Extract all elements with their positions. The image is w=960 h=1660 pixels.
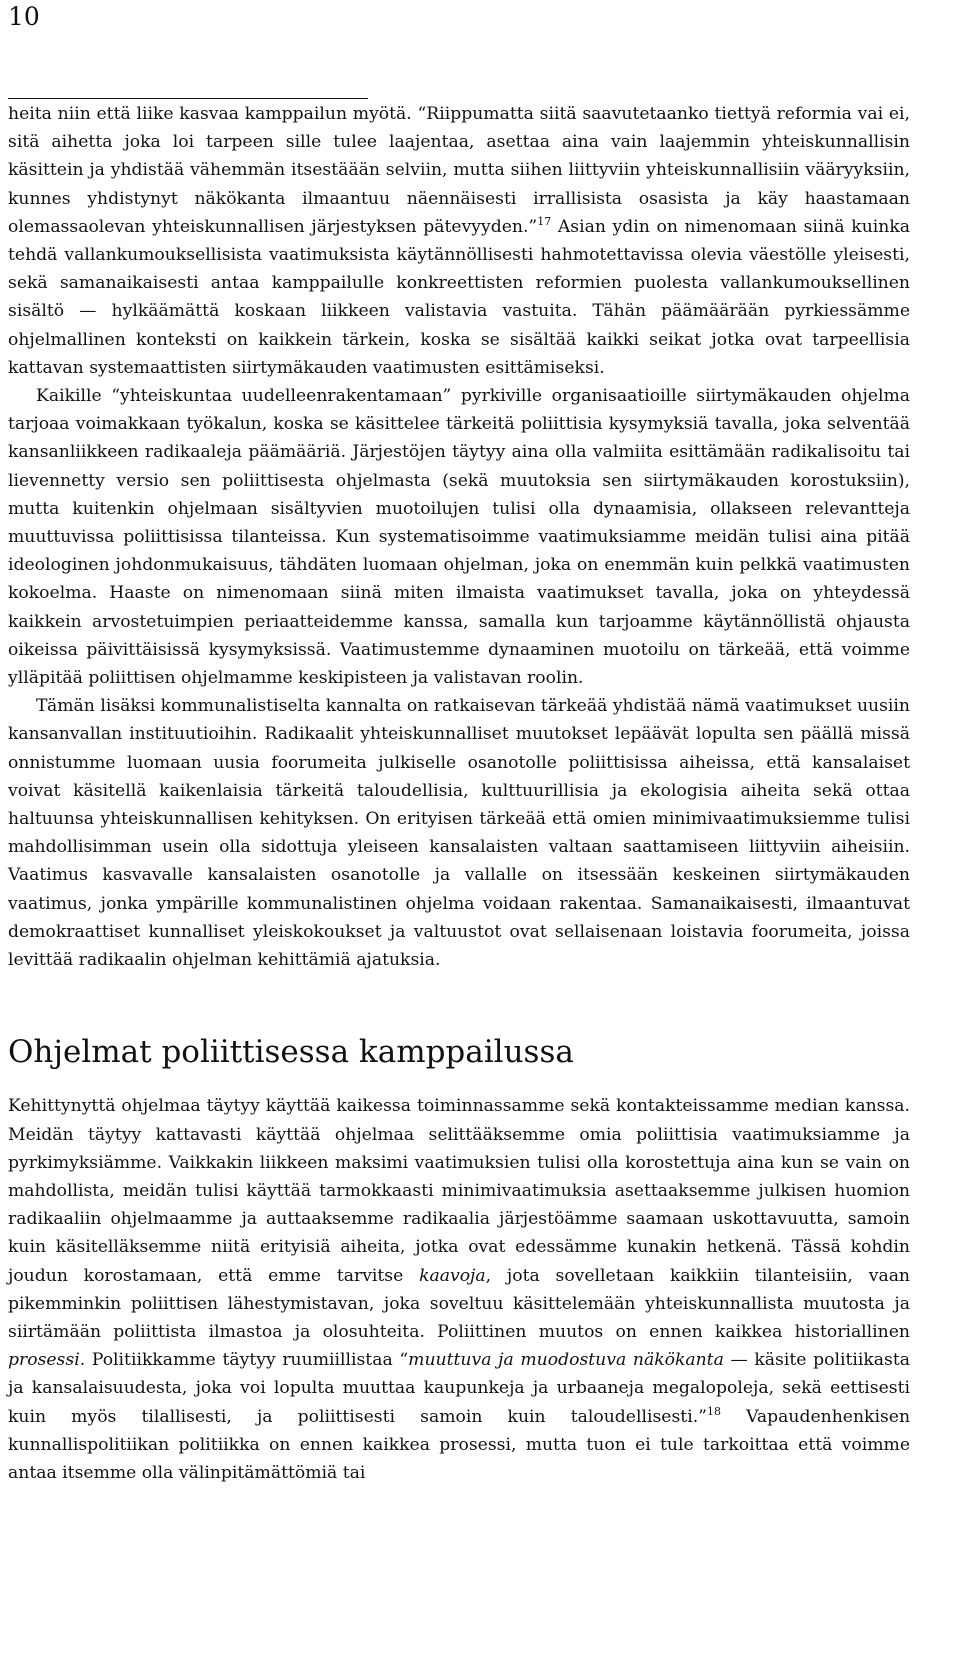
body-text bbox=[8, 100, 910, 1487]
section-heading: Ohjelmat poliittisessa kamppailussa bbox=[8, 1034, 574, 1071]
paragraph-1 bbox=[8, 100, 910, 382]
footnote-divider bbox=[8, 98, 368, 99]
paragraph-3: Tämän lisäksi kommunalistiselta kannalta on ratkaisevan tärkeää yhdistää nämä vaatimukset uusiin kansanvallan instituutioihin. Radikaalit yhteiskunnalliset muutokset lepäävät lopulta sen päällä missä onnistumme luomaan uusia foorumeita julkiselle osanotolle poliittisissa aiheissa, että kansalaiset voivat käsitellä kaikenlaisia tärkeitä taloudellisia, kulttuurillisia ja ekologisia aiheita sekä ottaa haltuunsa yhteiskunnallisen kehityksen. On erityisen tärkeää että omien minimivaatimuksiemme tulisi mahdollisimman usein olla sidottuja yleiseen kansalaisten valtaan saattamiseen liittyviin aiheisiin. Vaatimus kasvavalle kansalaisten osanotolle ja vallalle on itsessään keskeinen siirtymäkauden vaatimus, jonka ympärille kommunalistinen ohjelma voidaan rakentaa. Samanaikaisesti, ilmaantuvat demokraattiset kunnalliset yleiskokoukset ja valtuustot ovat sellaisenaan loistavia foorumeita, joissa levittää radikaalin ohjelman kehittämiä ajatuksia. bbox=[8, 696, 910, 971]
emphasis-kaavoja: kaavoja bbox=[419, 1265, 486, 1286]
paragraph-1-continuation: Asian ydin on nimenomaan siinä kuinka tehdä vallankumouksellisista vaatimuksista käytännöllisesti hahmotettavissa olevia väestölle yleisesti, sekä samanaikaisesti antaa kamppailulle konkreettisten reformien puolesta vallankumouksellinen sisältö — hylkäämättä koskaan liikkeen valistavia vastuita. Tähän päämäärään pyrkiessämme ohjelmallinen konteksti on kaikkein tärkein, koska se sisältää kaikki seikat jotka ovat tarpeellisia kattavan systemaattisten siirtymäkauden vaatimusten esittämiseksi. bbox=[8, 216, 910, 378]
paragraph-2: Kaikille “yhteiskuntaa uudelleenrakentamaan” pyrkiville organisaatioille siirtymäkauden ohjelma tarjoaa voimakkaan työkalun, koska se käsittelee tärkeitä poliittisia kysymyksiä tavalla, joka selventää kansanliikkeen radikaaleja päämääriä. Järjestöjen täytyy aina olla valmiita esittämään radikalisoitu tai lievennetty versio sen poliittisesta ohjelmasta (sekä muutoksia sen siirtymäkauden korostuksiin), mutta kuitenkin ohjelmaan sisältyvien muotoilujen tulisi olla dynaamisia, ollakseen relevantteja muuttuvissa poliittisissa tilanteissa. Kun systematisoimme vaatimuksiamme meidän tulisi aina pitää ideologinen johdonmukaisuus, tähdäten luomaan ohjelman, joka on enemmän kuin pelkkä vaatimusten kokoelma. Haaste on nimenomaan siinä miten ilmaista vaatimukset tavalla, joka on yhteydessä kaikkein arvostetuimpien periaatteidemme kanssa, samalla kun tarjoamme käytännöllistä ohjausta oikeissa päivittäisissä kysymyksissä. Vaatimustemme dynaaminen muotoilu on tärkeää, että voimme ylläpitää poliittisen ohjelmamme keskipisteen ja valistavan roolin. bbox=[8, 386, 910, 689]
section-paragraph bbox=[8, 1092, 910, 1487]
footnote-ref-18[interactable]: 18 bbox=[706, 1404, 721, 1418]
section-paragraph-text-3: . Politiikkamme täytyy ruumiillistaa “ bbox=[79, 1350, 409, 1371]
paragraph-1-text: heita niin että liike kasvaa kamppailun myötä. “Riippumatta siitä saavutetaanko tiettyä reformia vai ei, sitä aihetta joka loi tarpeen sille tulee laajentaa, asettaa aina vain laajemmin yhteiskunnallisin käsittein ja yhdistää vähemmän itsestäään selviin, mutta siihen liittyviin yhteiskunnallisiin vääryyksiin, kunnes yhdistynyt näkökanta ilmaantuu näennäisesti irrallisista osasista ja käy haastamaan olemassaolevan yhteiskunnallisen järjestyksen pätevyyden.” bbox=[8, 104, 910, 237]
footnote-ref-17[interactable]: 17 bbox=[537, 214, 552, 228]
section-paragraph-text-2: , jota sovelletaan kaikkiin tilanteisiin, vaan pikemminkin poliittisen lähestymistavan, joka soveltuu käsittelemään yhteiskunnallista muutosta ja siirtämään poliittista ilmastoa ja olosuhteita. Poliittinen muutos on ennen kaikkea historiallinen bbox=[8, 1265, 911, 1342]
emphasis-prosessi: prosessi bbox=[8, 1350, 80, 1371]
section-paragraph-text-5: Vapaudenhenkisen kunnallispolitiikan politiikka on ennen kaikkea prosessi, mutta tuon ei tule tarkoittaa että voimme antaa itsemme olla välinpitämättömiä tai bbox=[8, 1406, 911, 1483]
section-paragraph-text-4: — käsite politiikasta ja kansalaisuudesta, joka voi lopulta muuttaa kaupunkeja ja urbaaneja megalopoleja, sekä eettisesti kuin myös tilallisesti, ja poliittisesti samoin kuin taloudellisesti.” bbox=[8, 1350, 910, 1427]
page-number: 10 bbox=[8, 2, 40, 31]
section-paragraph-text-1: Kehittynyttä ohjelmaa täytyy käyttää kaikessa toiminnassamme sekä kontakteissamme median kanssa. Meidän täytyy kattavasti käyttää ohjelmaa selittääksemme omia poliittisia vaatimuksiamme ja pyrkimyksiämme. Vaikkakin liikkeen maksimi vaatimuksien tulisi olla korostettuja aina kun se vain on mahdollista, meidän tulisi käyttää tarmokkaasti minimivaatimuksia asettaaksemme julkisen huomion radikaaliin ohjelmaamme ja auttaaksemme radikaalia järjestöämme saamaan uskottavuutta, samoin kuin käsitelläksemme niitä erityisiä aiheita, jotka ovat edessämme kunakin hetkenä. Tässä kohdin joudun korostamaan, että emme tarvitse bbox=[8, 1096, 910, 1286]
emphasis-quote: muuttuva ja muodostuva näkökanta bbox=[408, 1350, 724, 1371]
